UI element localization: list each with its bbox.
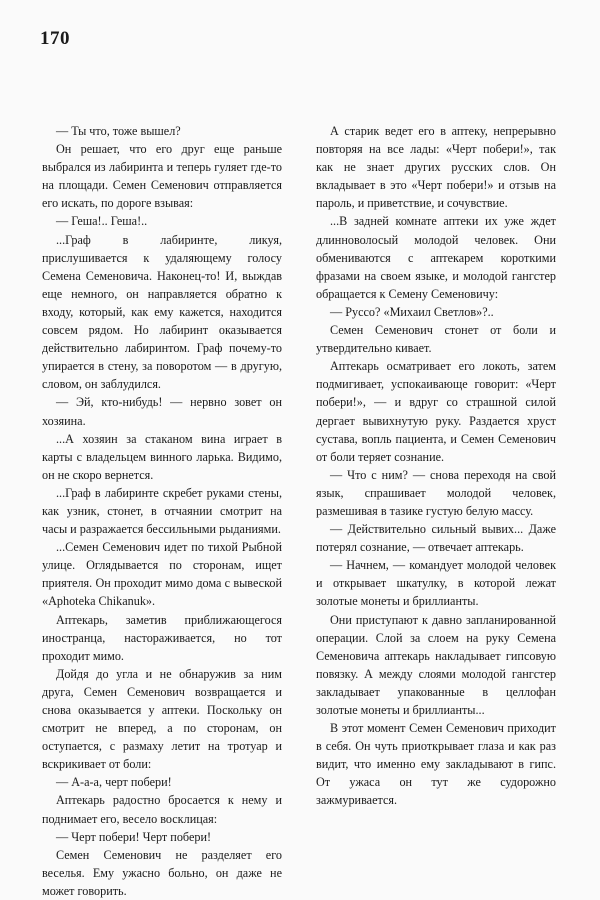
paragraph: — Ты что, тоже вышел? [56, 124, 181, 138]
paragraph: — Что с ним? — снова переходя на свой язык, спрашивает молодой человек, размешивая в тазике густую белую массу. [316, 467, 556, 518]
paragraph: — Действительно сильный вывих... Даже потерял сознание, — отвечает аптекарь. [316, 522, 556, 555]
paragraph: Они приступают к давно запланированной операции. Слой за слоем на руку Семена Семеновича аптекарь накладывает гипсовую повязку. А между слоями молодой гангстер закладывает упакованные в целлофан золотые монеты и бриллианты... [316, 612, 556, 717]
paragraph: Аптекарь осматривает его локоть, затем подмигивает, успокаивающе говорит: «Черт побери!», — и вдруг со страшной силой дергает вывихнутую руку. Раздается хруст сустава, вопль пациента, и Семен Семенович от боли теряет сознание. [316, 359, 556, 464]
paragraph: — Начнем, — командует молодой человек и открывает шкатулку, в которой лежат золотые монеты и бриллианты. [316, 558, 556, 609]
paragraph: — Геша!.. Геша!.. [56, 214, 148, 229]
paragraph: Аптекарь, заметив приближающегося иностранца, настораживается, но тот проходит мимо. [42, 612, 282, 663]
paragraph: ...Граф в лабиринте скребет руками стены, как узник, стонет, в отчаянии смотрит на часы и разражается бессильными рыданиями. [42, 485, 282, 537]
paragraph: ...Граф в лабиринте, ликуя, прислушивается к удаляющему голосу Семена Семеновича. Наконец-то! И, выждав еще немного, он направляется обратно к входу, который, как ему кажется, находится совсем рядом. Но лабиринт оказывается действительно лабиринтом. Граф почему-то упирается в стену, за поворотом — в другую, словом, он заблудился. [42, 232, 282, 392]
paragraph: Семен Семенович не разделяет его веселья. Ему ужасно больно, он даже не может говорить. [42, 847, 282, 898]
paragraph: — А-а-а, черт побери! [56, 775, 172, 790]
page-number: 170 [40, 28, 70, 49]
paragraph: — Эй, кто-нибудь! — нервно зовет он хозяина. [42, 395, 282, 428]
paragraph: Он решает, что его друг еще раньше выбрался из лабиринта и теперь гуляет где-то на площади. Семен Семенович отправляется его искать, по дороге взывая: [42, 142, 282, 211]
paragraph: ...Семен Семенович идет по тихой Рыбной улице. Оглядывается по сторонам, ищет приятеля. Он проходит мимо дома с вывеской «Aphoteka Chikanuk». [42, 540, 282, 609]
paragraph: Аптекарь радостно бросается к нему и поднимает его, весело восклицая: [42, 793, 282, 826]
paragraph: Дойдя до угла и не обнаружив за ним друга, Семен Семенович возвращается и снова оказывается у аптеки. Поскольку он смотрит не вперед, а по сторонам, он оступается, с размаху летит на тротуар и вскрикивает от боли: [42, 666, 282, 772]
paragraph: — Черт побери! Черт побери! [56, 829, 212, 844]
paragraph: ...А хозяин за стаканом вина играет в карты с владельцем винного ларька. Видимо, он не скоро вернется. [42, 431, 282, 482]
paragraph: ...В задней комнате аптеки их уже ждет длинноволосый молодой человек. Они обмениваются с аптекарем короткими фразами на своем языке, и молодой гангстер обращается к Семену Семеновичу: [316, 214, 556, 301]
paragraph: А старик ведет его в аптеку, непрерывно повторяя на все лады: «Черт побери!», так как не знает других русских слов. Он вкладывает в это «Черт побери!» и отзыв на пароль, и приветствие, и сочувствие. [316, 124, 556, 211]
right-column [316, 122, 556, 810]
paragraph: — Руссо? «Михаил Светлов»?.. [330, 304, 494, 319]
left-column [42, 122, 282, 900]
paragraph: Семен Семенович стонет от боли и утвердительно кивает. [316, 323, 556, 356]
paragraph: В этот момент Семен Семенович приходит в себя. Он чуть приоткрывает глаза и как раз видит, что именно ему закладывают в гипс. От ужаса он тут же судорожно зажмуривается. [316, 721, 556, 808]
